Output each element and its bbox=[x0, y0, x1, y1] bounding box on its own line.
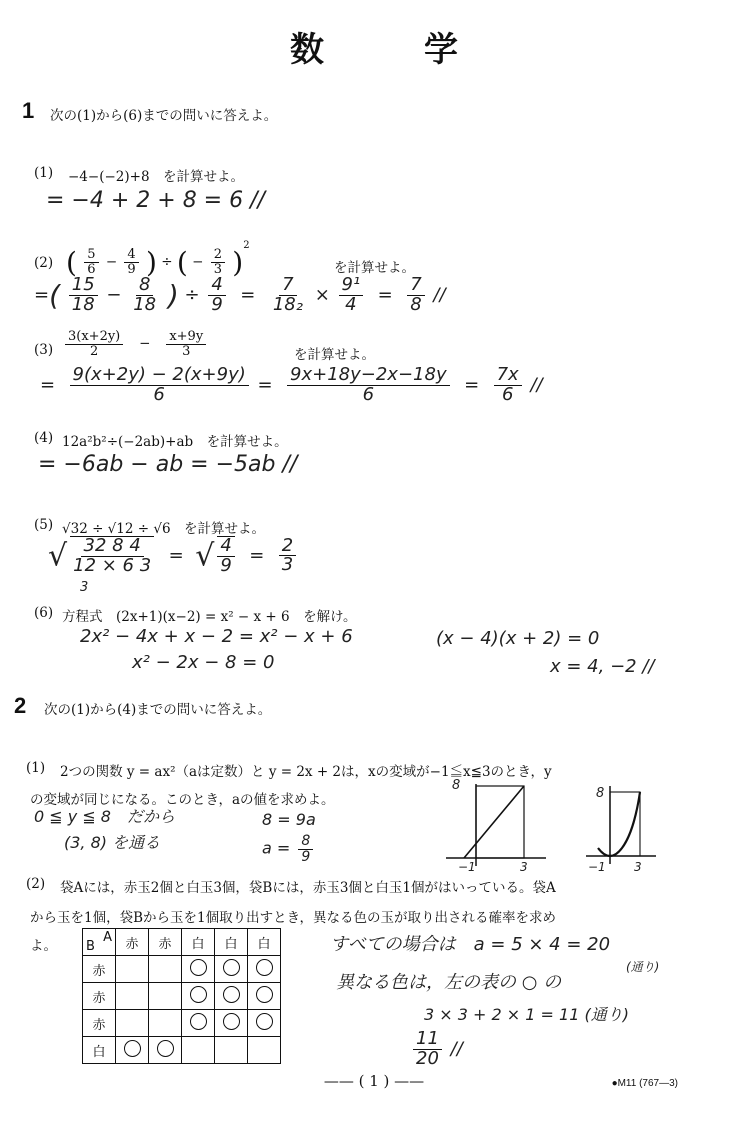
section-1-instruction: 次の(1)から(6)までの問いに答えよ。 bbox=[50, 108, 278, 124]
probability-table bbox=[82, 928, 281, 1064]
q1-text: −4−(−2)+8 を計算せよ。 bbox=[68, 169, 245, 185]
q4-answer: = −6ab − ab = −5ab // bbox=[38, 452, 298, 477]
q5-label: (5) bbox=[34, 517, 54, 533]
q4-text: 12a²b²÷(−2ab)+ab を計算せよ。 bbox=[62, 434, 288, 450]
s2q2-work3: 3 × 3 + 2 × 1 = 11 (通り) bbox=[424, 1005, 629, 1024]
circle-mark bbox=[124, 1040, 141, 1057]
col-header: 白 bbox=[248, 929, 281, 956]
s2q2-text2: から玉を1個，袋Bから玉を1個取り出すとき，異なる色の玉が取り出される確率を求め bbox=[30, 910, 557, 926]
col-header: 赤 bbox=[149, 929, 182, 956]
section-2-instruction: 次の(1)から(4)までの問いに答えよ。 bbox=[44, 702, 272, 718]
col-header: 白 bbox=[182, 929, 215, 956]
graph-linear-x1-label: −1 bbox=[458, 860, 476, 874]
s2q2-work1b: (通り) bbox=[626, 960, 660, 974]
q1-label: (1) bbox=[34, 165, 54, 181]
table-corner: A B bbox=[83, 929, 116, 956]
circle-mark bbox=[256, 1013, 273, 1030]
q2-label: (2) bbox=[34, 255, 54, 271]
graph-parabola-curve bbox=[598, 792, 640, 856]
table-row bbox=[83, 1010, 281, 1037]
q2-answer: =( $\frac{15}{18}$ − $\frac{8}{18}$ ) ÷ $\frac{4}{9}$ = $\frac{7}{\text{18₂}}$ × $\frac{\text{9¹}}{4}$ = $\frac{7}{8}$ // bbox=[34, 274, 446, 315]
s2q1-work1: 0 ≦ y ≦ 8 だから bbox=[34, 807, 175, 826]
table-row bbox=[83, 1037, 281, 1064]
s2q2-text3: よ。 bbox=[30, 938, 57, 954]
section-2-number: 2 bbox=[14, 693, 27, 718]
graph-parabola-box bbox=[610, 792, 640, 856]
circle-mark bbox=[256, 986, 273, 1003]
s2q2-work2: 異なる色は，左の表の ○ の bbox=[336, 972, 562, 993]
q2-expression: ( $\frac{5}{6}$ − $\frac{4}{9}$ ) ÷ ( − $\frac{2}{3}$ )$^2$ bbox=[66, 240, 250, 279]
s2q1-text2: の変域が同じになる。このとき，aの値を求めよ。 bbox=[30, 792, 335, 808]
q3-answer: = $\frac{9(x+2y) - 2(x+9y)}{6}$ = $\frac{9x+18y-2x-18y}{6}$ = $\frac{7x}{6}$ // bbox=[40, 364, 543, 405]
table-row bbox=[83, 983, 281, 1010]
circle-mark bbox=[190, 986, 207, 1003]
graph-parabola-y-label: 8 bbox=[596, 786, 605, 801]
circle-mark bbox=[223, 986, 240, 1003]
graph-linear-box bbox=[476, 786, 524, 858]
document-code: ●M11 (767—3) bbox=[611, 1078, 678, 1089]
row-header: 赤 bbox=[83, 956, 116, 983]
s2q1-label: (1) bbox=[26, 760, 46, 776]
col-header: 赤 bbox=[116, 929, 149, 956]
q4-label: (4) bbox=[34, 430, 54, 446]
table-row bbox=[83, 956, 281, 983]
s2q2-work1: すべての場合は a = 5 × 4 = 20 bbox=[330, 934, 611, 955]
s2q2-answer: $\frac{11}{20}$ // bbox=[410, 1030, 463, 1069]
q6-work-line3: (x − 4)(x + 2) = 0 bbox=[436, 628, 600, 649]
q6-label: (6) bbox=[34, 605, 54, 621]
title-char-1: 数 bbox=[290, 30, 324, 70]
graph-linear-line bbox=[464, 786, 524, 858]
row-header: 白 bbox=[83, 1037, 116, 1064]
q5-text: √32 ÷ √12 ÷ √6 を計算せよ。 bbox=[62, 521, 266, 537]
circle-mark bbox=[223, 1013, 240, 1030]
q1-answer: = −4 + 2 + 8 = 6 // bbox=[46, 188, 265, 213]
graph-linear-y-label: 8 bbox=[452, 778, 461, 793]
q3-instruction: を計算せよ。 bbox=[294, 347, 375, 363]
table-header-row bbox=[83, 929, 281, 956]
q6-text: 方程式 (2x+1)(x−2) = x² − x + 6 を解け。 bbox=[62, 609, 357, 625]
row-header: 赤 bbox=[83, 983, 116, 1010]
row-header: 赤 bbox=[83, 1010, 116, 1037]
q3-label: (3) bbox=[34, 342, 54, 358]
s2q1-eq1: 8 = 9a bbox=[262, 810, 316, 829]
q6-work-line2: x² − 2x − 8 = 0 bbox=[132, 652, 275, 673]
circle-mark bbox=[157, 1040, 174, 1057]
s2q1-text1: 2つの関数 y = ax²（aは定数）と y = 2x + 2は，xの変域が−1≦x≦3のとき，y bbox=[60, 764, 552, 780]
graph-parabola-x1-label: −1 bbox=[588, 860, 606, 874]
q5-sub: 3 bbox=[80, 580, 89, 595]
circle-mark bbox=[190, 959, 207, 976]
q6-work-line1: 2x² − 4x + x − 2 = x² − x + 6 bbox=[80, 626, 353, 647]
col-header: 白 bbox=[215, 929, 248, 956]
title-char-2: 学 bbox=[424, 30, 458, 70]
page-title bbox=[0, 22, 748, 71]
q2-instruction: を計算せよ。 bbox=[334, 260, 415, 276]
q5-answer: √ $\frac{32 8 4}{12 \times 6 3}$ = √ $\frac{4}{9}$ = $\frac{2}{3}$ bbox=[48, 536, 299, 576]
q3-expression: $\frac{3(x+2y)}{2}$ − $\frac{x+9y}{3}$ bbox=[62, 330, 209, 358]
circle-mark bbox=[256, 959, 273, 976]
s2q2-label: (2) bbox=[26, 876, 46, 892]
page-number: —— ( 1 ) —— bbox=[323, 1072, 425, 1090]
q6-answer: x = 4, −2 // bbox=[550, 656, 655, 677]
graph-linear-x2-label: 3 bbox=[520, 860, 528, 874]
section-1-number: 1 bbox=[22, 98, 35, 123]
s2q1-eq2: a = $\frac{8}{9}$ bbox=[262, 834, 316, 864]
circle-mark bbox=[223, 959, 240, 976]
s2q2-text1: 袋Aには，赤玉2個と白玉3個，袋Bには，赤玉3個と白玉1個がはいっている。袋A bbox=[60, 880, 556, 896]
s2q1-work2: (3, 8) を通る bbox=[64, 833, 161, 852]
circle-mark bbox=[190, 1013, 207, 1030]
graph-parabola-x2-label: 3 bbox=[634, 860, 642, 874]
